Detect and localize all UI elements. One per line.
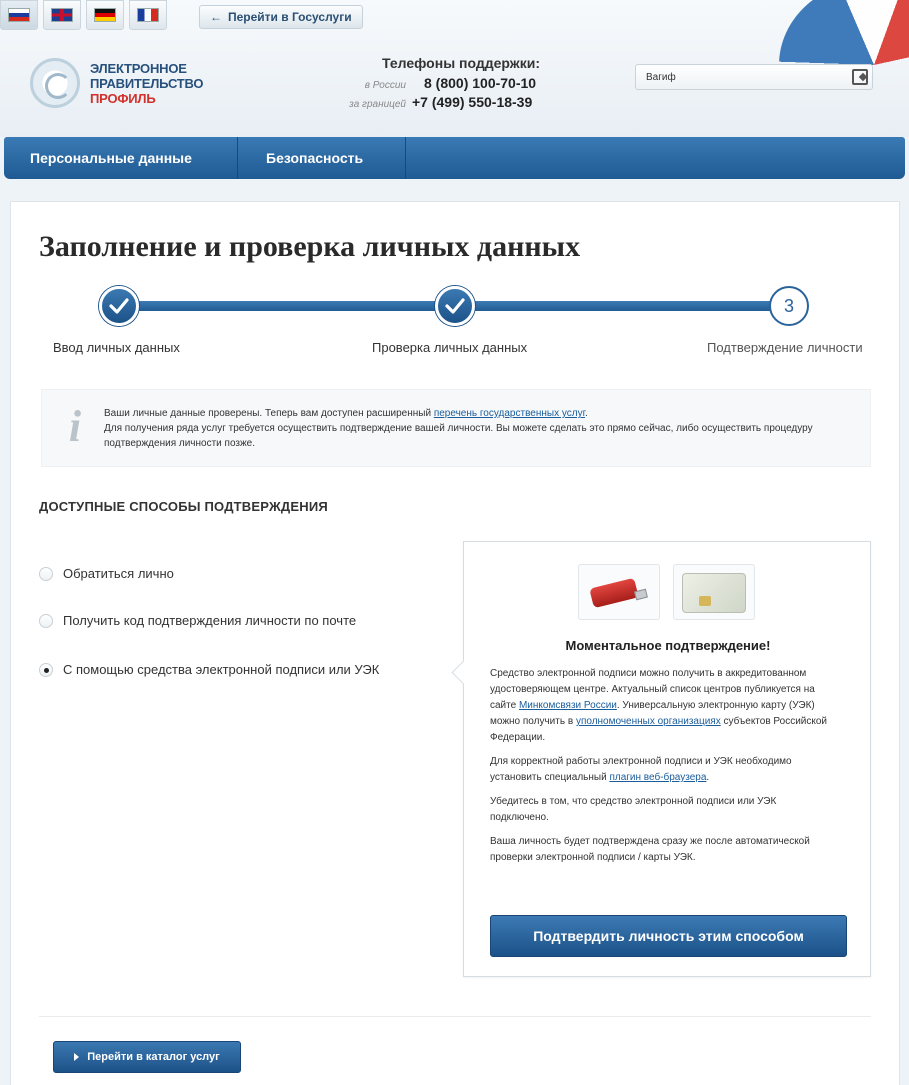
main-content — [10, 201, 900, 1085]
services-list-link[interactable]: перечень государственных услуг — [433, 408, 585, 419]
language-de-button[interactable] — [86, 0, 124, 30]
panel-title: Моментальное подтверждение! — [565, 638, 771, 653]
method-details-panel — [463, 541, 871, 977]
step-2-check-icon — [435, 286, 475, 326]
play-triangle-icon — [74, 1053, 79, 1061]
info-line2-text: Для получения ряда услуг требуется осуществить подтверждение вашей личности. Вы можете сделать это прямо сейчас, либо осуществить процедуру подтверждения личности позже. — [104, 423, 813, 449]
info-icon: i — [68, 402, 82, 451]
step-1-check-icon — [99, 286, 139, 326]
site-logo[interactable] — [30, 58, 203, 108]
main-nav — [4, 137, 905, 179]
method-in-person[interactable] — [39, 566, 174, 581]
user-menu[interactable] — [635, 64, 873, 90]
panel-paragraph-4: Ваша личность будет подтверждена сразу же после автоматической проверки электронной подписи / карты УЭК. — [490, 836, 810, 863]
logout-icon[interactable] — [852, 69, 868, 85]
site-header — [0, 0, 909, 137]
usb-token-image — [578, 564, 660, 620]
goto-catalog-label: Перейти в каталог услуг — [87, 1051, 220, 1063]
nav-personal-data[interactable]: Персональные данные — [4, 137, 238, 179]
logo-line3: ПРОФИЛЬ — [90, 90, 156, 106]
progress-stepper — [11, 284, 901, 364]
panel-description: Средство электронной подписи можно получить в аккредитованном удостоверяющем центре. Актуальный список центров публикуется на сайте Минкомсвязи России. Универсальную электронную карту (УЭК) можно получить в уполномоченных организациях субъектов Российской Федерации. Для корректной работы электронной подписи и УЭК необходимо установить специальный плагин веб-браузера. Убедитесь в том, что средство электронной подписи или УЭК подключено. Ваша личность будет подтверждена сразу же после автоматической проверки электронной подписи / карты УЭК. — [490, 666, 830, 874]
emblem-icon — [30, 58, 80, 108]
uk-flag-icon — [51, 8, 73, 22]
step-3-number: 3 — [769, 286, 809, 326]
uek-card-image — [673, 564, 755, 620]
checkmark-icon — [109, 298, 129, 314]
authorized-orgs-link[interactable]: уполномоченных организациях — [575, 716, 721, 727]
method-in-person-radio[interactable] — [39, 567, 53, 581]
method-e-signature-radio[interactable] — [39, 663, 53, 677]
method-by-mail-label: Получить код подтверждения личности по почте — [63, 613, 357, 628]
user-name: Вагиф — [646, 71, 676, 83]
germany-flag-icon — [94, 8, 116, 22]
language-fr-button[interactable] — [129, 0, 167, 30]
checkmark-icon — [445, 298, 465, 314]
confirm-identity-button[interactable]: Подтвердить личность этим способом — [490, 915, 847, 957]
language-switcher — [0, 0, 172, 34]
minkomsvyaz-link[interactable]: Минкомсвязи России — [518, 700, 617, 711]
info-notice: i Ваши личные данные проверены. Теперь вам доступен расширенный перечень государственных услуг. Для получения ряда услуг требуется осуществить подтверждение вашей личности. Вы можете сделать это прямо сейчас, либо осуществить процедуру подтверждения личности позже. — [41, 389, 871, 467]
arrow-left-icon: ← — [210, 10, 222, 24]
method-in-person-label: Обратиться лично — [63, 566, 174, 581]
france-flag-icon — [137, 8, 159, 22]
step-1-label: Ввод личных данных — [53, 340, 180, 355]
russia-flag-icon — [8, 8, 30, 22]
support-phones — [340, 55, 580, 113]
info-line1-text: Ваши личные данные проверены. Теперь вам доступен расширенный — [104, 408, 434, 419]
nav-security[interactable]: Безопасность — [238, 137, 406, 179]
goto-catalog-button[interactable] — [53, 1041, 241, 1073]
divider — [39, 1016, 871, 1017]
goto-gosuslugi-label: Перейти в Госуслуги — [228, 10, 352, 24]
logo-line1: ЭЛЕКТРОННОЕ — [90, 60, 187, 76]
phone-abroad-number: +7 (499) 550-18-39 — [412, 94, 533, 110]
methods-heading: ДОСТУПНЫЕ СПОСОБЫ ПОДТВЕРЖДЕНИЯ — [39, 499, 328, 514]
page-title: Заполнение и проверка личных данных — [39, 230, 581, 263]
phone-russia-label: в России — [364, 80, 406, 91]
browser-plugin-link[interactable]: плагин веб-браузера — [609, 772, 707, 783]
method-e-signature[interactable] — [39, 662, 379, 677]
logo-line2: ПРАВИТЕЛЬСТВО — [90, 75, 204, 91]
method-by-mail-radio[interactable] — [39, 614, 53, 628]
method-e-signature-label: С помощью средства электронной подписи или УЭК — [63, 662, 380, 677]
language-en-button[interactable] — [43, 0, 81, 30]
language-ru-button[interactable] — [0, 0, 38, 30]
step-3-label: Подтверждение личности — [707, 340, 863, 355]
phone-russia-number: 8 (800) 100-70-10 — [424, 75, 537, 91]
goto-gosuslugi-button[interactable] — [199, 5, 363, 29]
support-phones-title: Телефоны поддержки: — [381, 55, 540, 71]
step-2-label: Проверка личных данных — [372, 340, 528, 355]
panel-paragraph-3: Убедитесь в том, что средство электронной подписи или УЭК подключено. — [490, 796, 777, 823]
phone-abroad-label: за границей — [349, 99, 406, 110]
method-by-mail[interactable] — [39, 613, 356, 628]
